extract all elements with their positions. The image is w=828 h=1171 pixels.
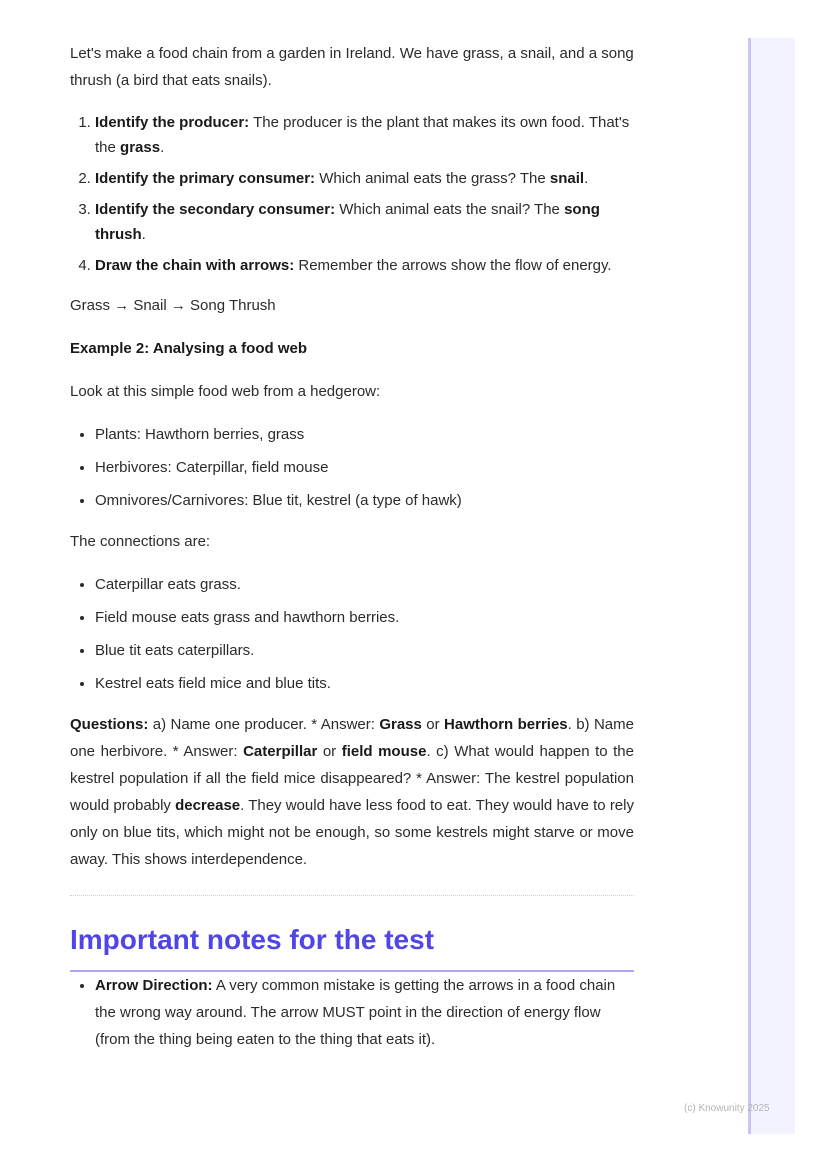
step-item: 4. Draw the chain with arrows: Remember the arrows show the flow of energy. xyxy=(95,253,634,278)
list-item: • Omnivores/Carnivores: Blue tit, kestrel (a type of hawk) xyxy=(95,487,634,514)
questions-paragraph: Questions: a) Name one producer. * Answer: Grass or Hawthorn berries. b) Name one herbivore. * Answer: Caterpillar or field mouse. c) What would happen to the kestrel population if all the field mice disappeared? * Answer: The kestrel population would probably decrease. They would have less food to eat. They would have to rely only on blue tits, which might not be enough, so some kestrels might starve or move away. This shows interdependence. xyxy=(70,716,634,868)
list-item: • Field mouse eats grass and hawthorn berries. xyxy=(95,604,634,631)
side-panel xyxy=(748,38,795,1134)
intro-paragraph: Let's make a food chain from a garden in Ireland. We have grass, a snail, and a song thrush (a bird that eats snails). xyxy=(70,45,634,89)
step-label: Identify the primary consumer: xyxy=(95,170,316,187)
step-label: Draw the chain with arrows: xyxy=(95,257,295,274)
list-item: • Kestrel eats field mice and blue tits. xyxy=(95,670,634,697)
step-item: 1. Identify the producer: The producer is the plant that makes its own food. That's the grass. xyxy=(95,110,634,160)
connections-list xyxy=(70,571,634,697)
list-item: • Caterpillar eats grass. xyxy=(95,571,634,598)
list-item: • Herbivores: Caterpillar, field mouse xyxy=(95,454,634,481)
list-item: • Plants: Hawthorn berries, grass xyxy=(95,421,634,448)
example-heading: Example 2: Analysing a food web xyxy=(70,340,307,357)
step-label: Identify the secondary consumer: xyxy=(95,201,336,218)
food-chain-line: Grass → Snail → Song Thrush xyxy=(70,297,276,314)
note-label: Arrow Direction: xyxy=(95,977,213,994)
notes-list xyxy=(70,972,634,1053)
watermark: (c) Knowunity 2025 xyxy=(684,1103,770,1114)
step-item: 3. Identify the secondary consumer: Which animal eats the snail? The song thrush. xyxy=(95,197,634,247)
questions-label: Questions: xyxy=(70,716,149,733)
step-label: Identify the producer: xyxy=(95,114,250,131)
section-title: Important notes for the test xyxy=(70,920,634,972)
list-item: • Arrow Direction: A very common mistake is getting the arrows in a food chain the wrong way around. The arrow MUST point in the direction of energy flow (from the thing being eaten to the thing that eats it). xyxy=(95,972,634,1053)
connections-intro: The connections are: xyxy=(70,533,211,550)
food-chain-steps xyxy=(70,110,634,278)
document-body xyxy=(70,40,634,1067)
food-web-groups xyxy=(70,421,634,514)
list-item: • Blue tit eats caterpillars. xyxy=(95,637,634,664)
food-web-intro: Look at this simple food web from a hedgerow: xyxy=(70,383,381,400)
section-divider xyxy=(70,895,634,896)
step-item: 2. Identify the primary consumer: Which animal eats the grass? The snail. xyxy=(95,166,634,191)
